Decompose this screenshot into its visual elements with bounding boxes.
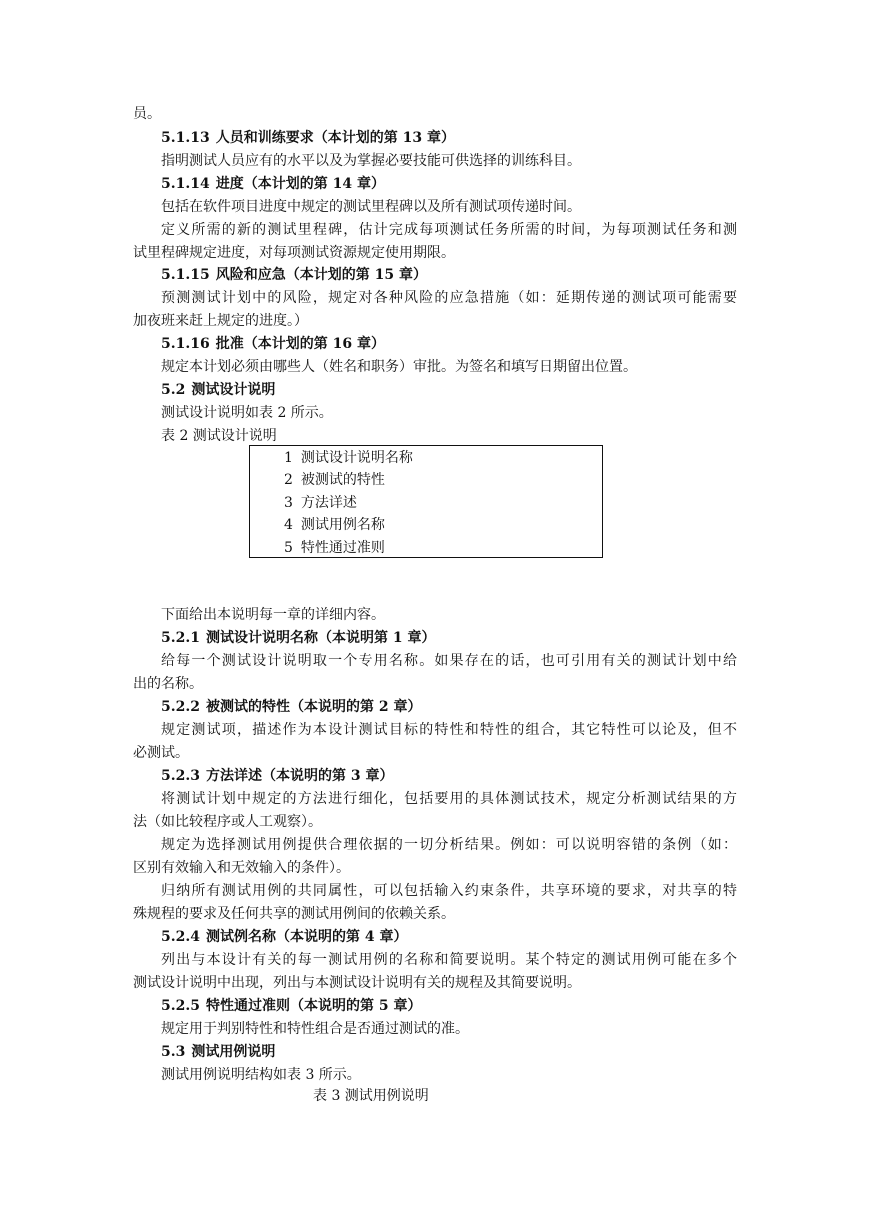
section-number: 5.1.16 — [161, 336, 210, 352]
section-title: 测试例名称（本说明的第 4 章） — [205, 929, 408, 945]
paragraph-line: 测试设计说明中出现，列出与本测试设计说明有关的规程及其简要说明。 — [133, 975, 581, 991]
paragraph-line: 殊规程的要求及任何共享的测试用例间的依赖关系。 — [133, 906, 455, 922]
table-item — [284, 539, 385, 557]
paragraph-line: 预测测试计划中的风险，规定对各种风险的应急措施（如：延期传递的测试项可能需要 — [161, 290, 737, 306]
paragraph-line: 规定测试项，描述作为本设计测试目标的特性和特性的组合，其它特性可以论及，但不 — [161, 722, 737, 738]
section-title: 特性通过准则（本说明的第 5 章） — [205, 998, 422, 1014]
section-heading-5-3 — [161, 1043, 275, 1061]
section-number: 5.2.3 — [161, 768, 200, 784]
paragraph-line: 归纳所有测试用例的共同属性，可以包括输入约束条件，共享环境的要求，对共享的特 — [161, 883, 737, 899]
section-heading-5-2-1 — [161, 629, 435, 647]
section-title: 测试设计说明 — [191, 382, 276, 398]
section-title: 进度（本计划的第 14 章） — [215, 176, 385, 192]
item-number: 5 — [284, 540, 293, 556]
text-line: 员。 — [133, 106, 161, 122]
paragraph-line: 区别有效输入和无效输入的条件）。 — [133, 860, 350, 876]
section-number: 5.1.13 — [161, 130, 210, 146]
paragraph-line: 指明测试人员应有的水平以及为掌握必要技能可供选择的训练科目。 — [161, 153, 581, 169]
section-heading-5-2-3 — [161, 767, 393, 785]
paragraph-line: 将测试计划中规定的方法进行细化，包括要用的具体测试技术，规定分析测试结果的方 — [161, 791, 737, 807]
section-title: 测试设计说明名称（本说明第 1 章） — [205, 630, 436, 646]
section-number: 5.2 — [161, 382, 186, 398]
section-title: 风险和应急（本计划的第 15 章） — [215, 267, 427, 283]
section-title: 被测试的特性（本说明的第 2 章） — [205, 699, 422, 715]
item-number: 3 — [284, 495, 293, 511]
section-title: 批准（本计划的第 16 章） — [215, 336, 385, 352]
paragraph-line: 测试用例说明结构如表 3 所示。 — [161, 1067, 361, 1083]
item-number: 2 — [284, 472, 293, 488]
item-label: 被测试的特性 — [300, 472, 385, 488]
table-item — [284, 516, 385, 534]
item-label: 测试设计说明名称 — [300, 450, 413, 466]
item-label: 特性通过准则 — [300, 540, 385, 556]
paragraph-line: 必测试。 — [133, 745, 189, 761]
table-item — [284, 494, 357, 512]
section-number: 5.2.1 — [161, 630, 200, 646]
item-label: 方法详述 — [300, 495, 357, 511]
section-number: 5.1.15 — [161, 267, 210, 283]
item-label: 测试用例名称 — [300, 517, 385, 533]
paragraph-line: 下面给出本说明每一章的详细内容。 — [161, 607, 385, 623]
section-heading-5-2 — [161, 381, 275, 399]
paragraph-line: 试里程碑规定进度，对每项测试资源规定使用期限。 — [133, 245, 455, 261]
paragraph-line: 给每一个测试设计说明取一个专用名称。如果存在的话，也可引用有关的测试计划中给 — [161, 653, 737, 669]
section-number: 5.2.5 — [161, 998, 200, 1014]
section-number: 5.1.14 — [161, 176, 210, 192]
item-number: 4 — [284, 517, 293, 533]
section-number: 5.3 — [161, 1044, 186, 1060]
table-2-box — [249, 445, 603, 558]
paragraph-line: 测试设计说明如表 2 所示。 — [161, 405, 333, 421]
table-item — [284, 449, 413, 467]
paragraph-line: 列出与本设计有关的每一测试用例的名称和简要说明。某个特定的测试用例可能在多个 — [161, 952, 737, 968]
section-title: 人员和训练要求（本计划的第 13 章） — [215, 130, 455, 146]
paragraph-line: 出的名称。 — [133, 676, 203, 692]
table-item — [284, 471, 385, 489]
paragraph-line: 法（如比较程序或人工观察）。 — [133, 814, 322, 830]
section-title: 测试用例说明 — [191, 1044, 276, 1060]
item-number: 1 — [284, 450, 293, 466]
section-heading-5-1-16 — [161, 335, 385, 353]
section-title: 方法详述（本说明的第 3 章） — [205, 768, 394, 784]
paragraph-line: 包括在软件项目进度中规定的测试里程碑以及所有测试项传递时间。 — [161, 199, 581, 215]
table-caption: 表 3 测试用例说明 — [313, 1088, 429, 1104]
section-heading-5-2-5 — [161, 997, 421, 1015]
table-caption: 表 2 测试设计说明 — [161, 428, 277, 444]
paragraph-line: 加夜班来赶上规定的进度。） — [133, 313, 308, 329]
section-number: 5.2.2 — [161, 699, 200, 715]
section-number: 5.2.4 — [161, 929, 200, 945]
section-heading-5-1-14 — [161, 175, 385, 193]
paragraph-line: 规定用于判别特性和特性组合是否通过测试的准。 — [161, 1021, 469, 1037]
section-heading-5-1-13 — [161, 129, 455, 147]
section-heading-5-2-2 — [161, 698, 421, 716]
paragraph-line: 规定本计划必须由哪些人（姓名和职务）审批。为签名和填写日期留出位置。 — [161, 359, 637, 375]
paragraph-line: 定义所需的新的测试里程碑，估计完成每项测试任务所需的时间，为每项测试任务和测 — [161, 222, 737, 238]
paragraph-line: 规定为选择测试用例提供合理依据的一切分析结果。例如：可以说明容错的条例（如： — [161, 837, 737, 853]
section-heading-5-1-15 — [161, 266, 427, 284]
section-heading-5-2-4 — [161, 928, 407, 946]
